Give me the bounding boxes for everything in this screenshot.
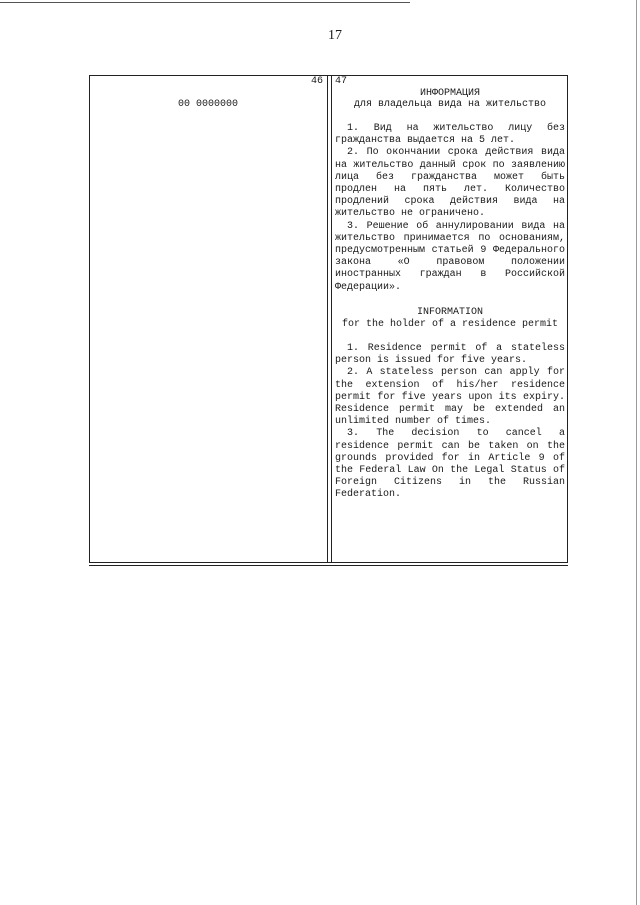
page-number: 17 [328,28,342,43]
column-divider [331,76,332,562]
field-number-47: 47 [335,76,348,87]
en-info-title: INFORMATION [416,307,483,318]
form-table [89,75,568,563]
ru-info-body [335,123,565,294]
ru-info-title: ИНФОРМАЦИЯ [419,88,480,99]
series-number: 00 0000000 [178,99,239,110]
en-info-item: 3. The decision to cancel a residence permit can be taken on the grounds provided for in Article 9 of the Federal Law On the Legal Status of Foreign Citizens in the Russian Federation. [335,428,565,501]
ru-info-item: 3. Решение об аннулировании вида на жительство принимается по основаниям, предусмотренным статьей 9 Федерального закона «О правовом положении иностранных граждан в Российской Федерации». [335,220,565,293]
top-rule [0,2,410,3]
en-info-body [335,343,565,502]
en-info-item: 2. A stateless person can apply for the extension of his/her residence permit for five years upon its expiry. Residence permit may be extended an unlimited number of times. [335,367,565,428]
ru-info-subtitle: для владельца вида на жительство [353,99,547,110]
en-info-item: 1. Residence permit of a stateless person is issued for five years. [335,343,565,367]
column-divider [327,76,328,562]
ru-info-item: 1. Вид на жительство лицу без гражданства выдается на 5 лет. [335,123,565,147]
en-info-subtitle: for the holder of a residence permit [341,319,559,330]
field-number-46: 46 [310,76,323,87]
ru-info-item: 2. По окончании срока действия вида на жительство данный срок по заявлению лица без гражданства может быть продлен на пять лет. Количество продлений срока действия вида на жительство не ограничено. [335,147,565,220]
page-edge [636,0,637,905]
bottom-rule [89,565,568,566]
